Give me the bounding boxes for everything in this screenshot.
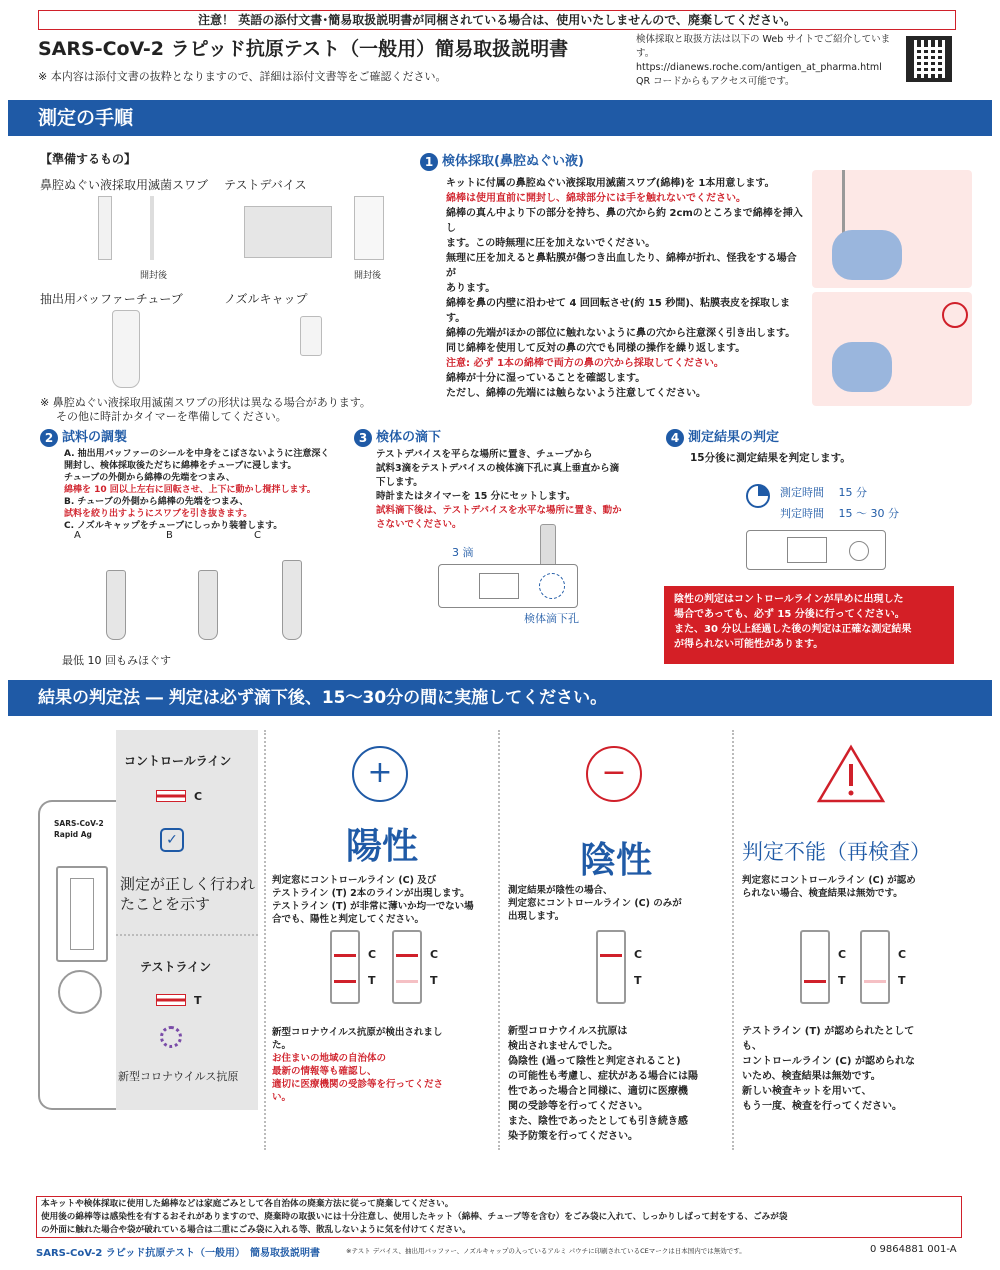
test-line-desc: 新型コロナウイルス抗原	[118, 1070, 239, 1083]
strip-t-label: T	[898, 974, 906, 987]
clock-icon	[746, 484, 770, 508]
web-url[interactable]: https://dianews.roche.com/antigen_at_pharma.html	[636, 62, 882, 73]
cap-image	[300, 316, 322, 356]
judge-time	[780, 505, 899, 521]
disposal-line: の外面に触れた場合や袋が破れている場合は二重にごみ袋に入れる等、散乱しないように気を付けてください。	[41, 1225, 471, 1235]
negative-result-line: の可能性も考慮し、症状がある場合には陽	[508, 1071, 698, 1082]
check-icon: ✓	[160, 828, 184, 852]
step4-text: 15分後に測定結果を判定します。	[690, 452, 851, 464]
disposal-line: 本キットや検体採取に使用した綿棒などは家庭ごみとして各自治体の廃棄方法に従って廃棄してください。	[41, 1199, 454, 1209]
web-note-line: 検体採取と取扱方法は以下の Web サイトでご紹介しています。	[636, 34, 891, 59]
strip-c-label: C	[430, 948, 439, 961]
invalid-desc-line: 判定窓にコントロールライン (C) が認め	[742, 875, 916, 886]
strip-t-label: T	[368, 974, 376, 987]
step2-line: C. ノズルキャップをチューブにしっかり装着します。	[64, 521, 283, 531]
swab-image	[98, 196, 112, 260]
legend-panel	[116, 730, 258, 1110]
step2-label-b: B	[166, 530, 173, 541]
negative-result-line: また、陰性であったとしても引き続き感	[508, 1116, 688, 1127]
warning-line: が得られない可能性があります。	[674, 639, 824, 650]
legend-divider	[116, 934, 258, 936]
plus-icon: +	[352, 746, 408, 802]
strip-c-label: C	[838, 948, 847, 961]
step1-line: す。	[446, 313, 466, 324]
tube-illustration-c	[282, 560, 302, 640]
swab-nose-illustration-1	[812, 170, 972, 288]
measure-time-label: 測定時間	[780, 486, 824, 499]
step3-line: 試料3滴をテストデバイスの検体滴下孔に真上垂直から滴	[376, 463, 620, 474]
invalid-result-line: もう一度、検査を行ってください。	[742, 1101, 902, 1112]
step1-line: キットに付属の鼻腔ぬぐい液採取用滅菌スワブ(綿棒)を 1本用意します。	[446, 178, 775, 189]
step1-line: ます。この時無理に圧を加えないでください。	[446, 238, 656, 249]
minus-icon: −	[586, 746, 642, 802]
swab-opened-note: 開封後	[140, 271, 168, 281]
warning-line: 場合であっても、必ず 15 分後に行ってください。	[674, 609, 905, 620]
positive-result	[272, 1026, 494, 1104]
web-note-line: QR コードからもアクセス可能です。	[636, 76, 795, 87]
swab-opened-image	[150, 196, 154, 260]
invalid-result-line: 新しい検査キットを用いて、	[742, 1086, 872, 1097]
step3-title: 検体の滴下	[376, 430, 442, 445]
positive-desc-line: テストライン (T) 2本のラインが出現します。	[272, 888, 470, 899]
column-divider	[264, 730, 266, 1150]
invalid-title: 判定不能（再検査）	[742, 840, 931, 864]
judge-time-value: 15 ～ 30 分	[838, 507, 899, 520]
step1-line: 綿棒は使用直前に開封し、綿球部分には手を触れないでください。	[446, 193, 746, 204]
negative-title: 陰性	[580, 840, 653, 881]
step1-line: 注意: 必ず 1本の綿棒で両方の鼻の穴から採取してください。	[446, 358, 724, 369]
step1-heading	[420, 150, 584, 171]
tube-illustration-b	[198, 570, 218, 640]
knead-note: 最低 10 回もみほぐす	[62, 654, 171, 667]
control-line-letter: C	[194, 790, 203, 803]
test-line-letter: T	[194, 994, 202, 1007]
test-line-title: テストライン	[140, 960, 212, 974]
warning-triangle-icon	[816, 744, 886, 804]
positive-result-line: 新型コロナウイルス抗原が検出されまし	[272, 1027, 443, 1038]
step2-line: B. チューブの外側から綿棒の先端をつまみ、	[64, 497, 249, 507]
positive-result-line: た。	[272, 1040, 292, 1051]
tube-label: 抽出用バッファーチューブ	[40, 292, 183, 306]
step1-line: 綿棒が十分に湿っていることを確認します。	[446, 373, 646, 384]
test-device-illustration	[438, 564, 578, 608]
positive-desc	[272, 874, 494, 926]
page-subtitle: ※ 本内容は添付文書の抜粋となりますので、詳細は添付文書等をご確認ください。	[38, 70, 447, 83]
step1-line: 綿棒を鼻の内壁に沿わせて 4 回回転させ(約 15 秒間)、粘膜表皮を採取しま	[446, 298, 790, 309]
document-code: 0 9864881 001-A	[870, 1244, 957, 1255]
invalid-desc	[742, 874, 962, 900]
strip-t-label: T	[838, 974, 846, 987]
invalid-strip-2	[860, 930, 890, 1004]
positive-title: 陽性	[346, 826, 419, 867]
strip-c-label: C	[634, 948, 643, 961]
step2-line: A. 抽出用バッファーのシールを中身をこぼさないように注意深く	[64, 449, 330, 459]
device-opened-note: 開封後	[354, 271, 382, 281]
warning-line: 陰性の判定はコントロールラインが早めに出現した	[674, 594, 904, 605]
result-device-illustration	[746, 530, 886, 570]
positive-result-line: い。	[272, 1092, 292, 1103]
section-procedure-bar: 測定の手順	[8, 100, 992, 136]
invalid-result-line: テストライン (T) が認められたとして	[742, 1026, 915, 1037]
step3-line: さないでください。	[376, 519, 462, 530]
device-opened-image	[354, 196, 384, 260]
negative-desc-line: 出現します。	[508, 911, 565, 922]
step2-line: 開封し、検体採取後ただちに綿棒をチューブに浸します。	[64, 461, 297, 471]
step2-line: 綿棒を 10 回以上左右に回転させ、上下に動かし撹拌します。	[64, 485, 316, 495]
step2-line: 試料を絞り出すようにスワブを引き抜きます。	[64, 509, 253, 519]
step3-line: 下します。	[376, 477, 423, 488]
test-line-swatch	[156, 994, 186, 1006]
strip-c-label: C	[898, 948, 907, 961]
measure-time-value: 15 分	[838, 486, 867, 499]
positive-strip-1	[330, 930, 360, 1004]
positive-desc-line: 判定窓にコントロールライン (C) 及び	[272, 875, 437, 886]
invalid-result-line: も、	[742, 1041, 762, 1052]
control-line-desc: 測定が正しく行われたことを示す	[120, 875, 256, 913]
step1-text	[446, 176, 806, 401]
prep-note-2: その他に時計かタイマーを準備してください。	[56, 410, 287, 423]
negative-desc-line: 判定窓にコントロールライン (C) のみが	[508, 898, 682, 909]
negative-desc	[508, 884, 728, 923]
invalid-strip-1	[800, 930, 830, 1004]
step1-line: 綿棒の先端がほかの部位に触れないように鼻の穴から注意深く引き出します。	[446, 328, 796, 339]
negative-result-line: 関の受診等を行ってください。	[508, 1101, 648, 1112]
tube-illustration-a	[106, 570, 126, 640]
tube-image	[112, 310, 140, 388]
legend-device	[38, 800, 116, 1110]
swab-nose-illustration-2	[812, 292, 972, 406]
step3-number: 3	[354, 429, 372, 447]
step3-heading	[354, 426, 441, 447]
step1-line: 同じ綿棒を使用して反対の鼻の穴でも同様の操作を繰り返します。	[446, 343, 746, 354]
step1-number: 1	[420, 153, 438, 171]
negative-result-line: 検出されませんでした。	[508, 1041, 618, 1052]
invalid-result-line: コントロールライン (C) が認められな	[742, 1056, 915, 1067]
negative-result-line: 染予防策を行ってください。	[508, 1131, 638, 1142]
step1-line: 無理に圧を加えると鼻粘膜が傷つき出血したり、綿棒が折れ、怪我をする場合が	[446, 253, 797, 279]
prep-note-1: ※ 鼻腔ぬぐい液採取用滅菌スワブの形状は異なる場合があります。	[40, 396, 371, 409]
control-line-title: コントロールライン	[124, 754, 232, 768]
judge-time-label: 判定時間	[780, 507, 824, 520]
step3-line: テストデバイスを平らな場所に置き、チューブから	[376, 449, 593, 460]
step3-line: 時計またはタイマーを 15 分にセットします。	[376, 491, 576, 502]
negative-result-line: 性であった場合と同様に、適切に医療機	[508, 1086, 688, 1097]
step1-line: あります。	[446, 283, 496, 294]
step2-heading	[40, 426, 127, 447]
step2-line: チューブの外側から綿棒の先端をつまみ、	[64, 473, 235, 483]
negative-strip	[596, 930, 626, 1004]
web-note	[636, 33, 906, 89]
warning-line: また、30 分以上経過した後の判定は正確な測定結果	[674, 624, 912, 635]
positive-result-line: 適切に医療機関の受診等を行ってくださ	[272, 1079, 444, 1090]
step2-text	[64, 448, 354, 532]
invalid-desc-line: られない場合、検査結果は無効です。	[742, 888, 903, 899]
step3-text	[376, 448, 656, 532]
drops-label: 3 滴	[452, 546, 474, 559]
notice-banner: 注意！ 英語の添付文書･簡易取扱説明書が同梱されている場合は、使用いたしませんので、廃棄してください。	[38, 10, 956, 30]
virus-icon	[160, 1026, 182, 1048]
section-result-bar: 結果の判定法 ― 判定は必ず滴下後、15～30分の間に実施してください。	[8, 680, 992, 716]
column-divider	[498, 730, 500, 1150]
page-title: SARS-CoV-2 ラピッド抗原テスト（一般用）簡易取扱説明書	[38, 38, 569, 60]
step2-number: 2	[40, 429, 58, 447]
strip-c-label: C	[368, 948, 377, 961]
device-label: テストデバイス	[224, 178, 307, 192]
negative-result-line: 偽陰性 (過って陰性と判定されること)	[508, 1056, 681, 1067]
step4-heading	[666, 426, 779, 447]
cap-label: ノズルキャップ	[224, 292, 308, 306]
negative-desc-line: 測定結果が陰性の場合、	[508, 885, 613, 896]
footer-fine-print: ※テスト デバイス、抽出用バッファー、ノズルキャップの入っているアルミ パウチに印刷されているCEマークは日本国内では無効です。	[346, 1247, 746, 1255]
warning-box	[664, 586, 954, 664]
column-divider	[732, 730, 734, 1150]
invalid-result-line: いため、検査結果は無効です。	[742, 1071, 881, 1082]
step2-title: 試料の調製	[62, 430, 128, 445]
swab-label: 鼻腔ぬぐい液採取用滅菌スワブ	[40, 178, 209, 192]
positive-result-line: お住まいの地域の自治体の	[272, 1053, 387, 1064]
positive-strip-2	[392, 930, 422, 1004]
negative-result	[508, 1024, 728, 1144]
step2-label-c: C	[254, 530, 261, 541]
strip-t-label: T	[430, 974, 438, 987]
invalid-result	[742, 1024, 962, 1114]
disposal-notice	[36, 1196, 962, 1238]
qr-code[interactable]	[906, 36, 952, 82]
step1-title: 検体採取(鼻腔ぬぐい液)	[442, 154, 584, 169]
negative-result-line: 新型コロナウイルス抗原は	[508, 1026, 628, 1037]
step3-line: 試料滴下後は、テストデバイスを水平な場所に置き、動か	[376, 505, 622, 516]
footer-doc-title: SARS-CoV-2 ラピッド抗原テスト（一般用） 簡易取扱説明書	[36, 1248, 321, 1259]
positive-desc-line: 合でも、陽性と判定してください。	[272, 914, 425, 925]
step4-number: 4	[666, 429, 684, 447]
positive-result-line: 最新の情報等も確認し、	[272, 1066, 377, 1077]
device-pouch-image	[244, 206, 332, 258]
positive-desc-line: テストライン (T) が非常に薄いか均一でない場	[272, 901, 474, 912]
step4-title: 測定結果の判定	[688, 430, 780, 445]
sample-hole-label: 検体滴下孔	[524, 612, 579, 625]
measure-time	[780, 484, 867, 500]
control-line-swatch	[156, 790, 186, 802]
disposal-line: 使用後の綿棒等は感染性を有するおそれがありますので、廃棄時の取扱いには十分注意し、使用したキット（綿棒、チューブ等を含む）をごみ袋に入れて、しっかりしばって封をする、ごみが袋	[41, 1212, 788, 1222]
strip-t-label: T	[634, 974, 642, 987]
step1-line: ただし、綿棒の先端には触らないよう注意してください。	[446, 388, 706, 399]
step1-line: 綿棒の真ん中より下の部分を持ち、鼻の穴から約 2cmのところまで綿棒を挿入し	[446, 208, 803, 234]
step2-label-a: A	[74, 530, 81, 541]
legend-device-label: SARS-CoV-2 Rapid Ag	[54, 819, 104, 839]
prep-title: 【準備するもの】	[40, 152, 137, 166]
